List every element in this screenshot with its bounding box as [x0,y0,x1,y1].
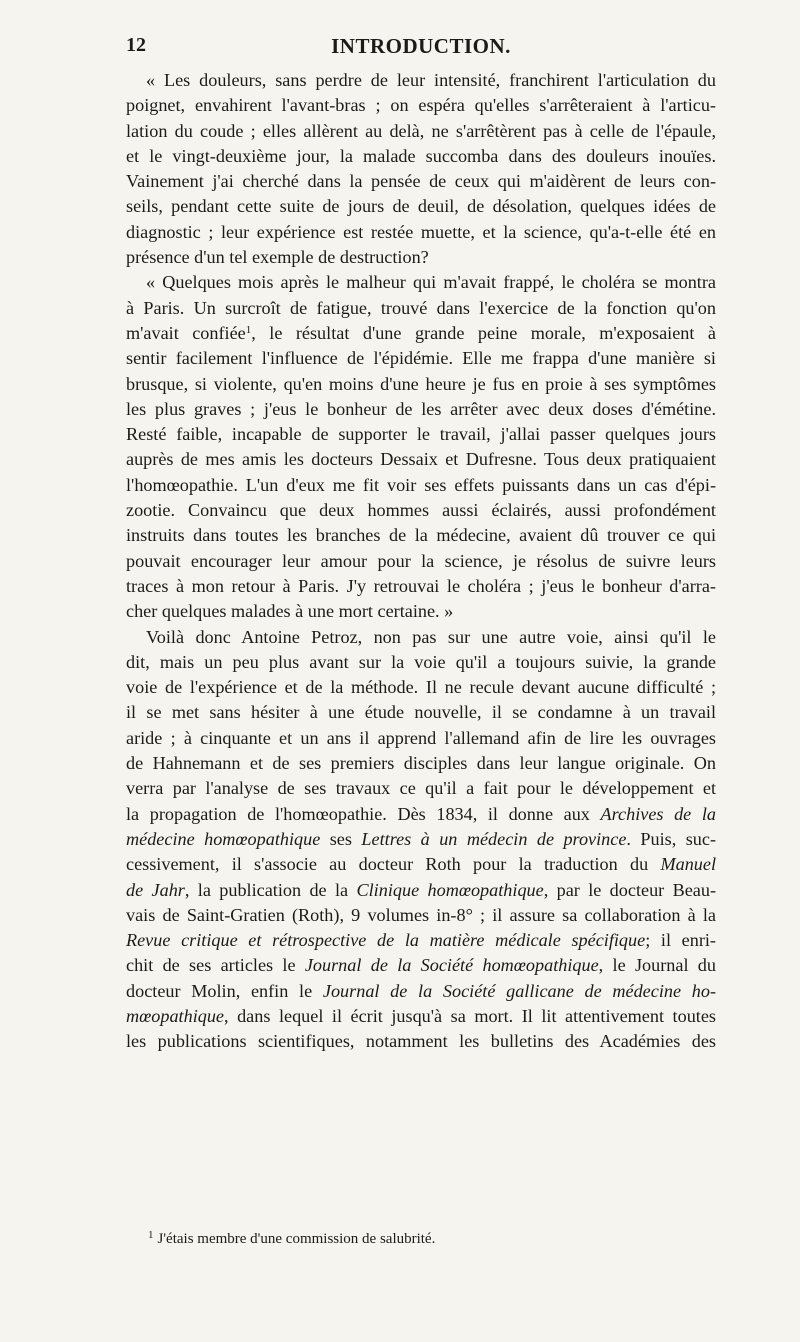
italic-title: Revue critique et rétrospective de la matière médicale spécifique [126,930,646,951]
text-line: vais de Saint-Gratien (Roth), 9 volumes in-8° ; il assure sa collaboration à la [126,904,716,925]
text-line: traces à mon retour à Paris. J'y retrouvai le choléra ; j'eus le bonheur d'arra- [126,575,716,596]
text-line [126,878,716,903]
text-segment: docteur Molin, enfin le [126,980,313,1001]
footnote-reference: 1 [245,323,252,336]
text-line: Voilà donc Antoine Petroz, non pas sur une autre voie, ainsi qu'il le [146,626,716,647]
italic-title: Lettres à un médecin de province [361,828,627,849]
text-line [126,979,716,1004]
text-line: les plus graves ; j'eus le bonheur de les arrêter avec deux doses d'émétine. [126,398,716,419]
text-line: Vainement j'ai cherché dans la pensée de ceux qui m'aidèrent de leurs con- [126,171,716,192]
text-line [126,953,716,978]
text-line: poignet, envahirent l'avant-bras ; on espéra qu'elles s'arrêteraient à l'articu- [126,95,716,116]
text-line: diagnostic ; leur expérience est restée muette, et la science, qu'a-t-elle été en [126,221,716,242]
italic-title: Clinique homœopathique [356,879,544,900]
text-line: lation du coude ; elles allèrent au delà, ne s'arrêtèrent pas à celle de l'épaule, [126,120,716,141]
italic-title: mœopathique [126,1005,225,1026]
footnote-text: J'étais membre d'une commission de salubrité. [157,1231,436,1247]
text-segment: , le résultat d'une grande peine morale, m'exposaient à [251,322,716,343]
text-line [126,802,716,827]
text-segment: cessivement, il s'associe au docteur Roth pour la traduction du [126,854,649,875]
text-line [126,827,716,852]
italic-title: de Jahr [126,879,185,900]
text-line: brusque, si violente, qu'en moins d'une heure je fus en proie à ses symptômes [126,373,716,394]
text-line: aride ; à cinquante et un ans il apprend l'allemand afin de lire les ouvrages [126,727,716,748]
italic-title: Archives de la [600,803,716,824]
text-segment: la propagation de l'homœopathie. Dès 1834, il donne aux [126,803,590,824]
text-line: sentir facilement l'influence de l'épidémie. Elle me frappa d'une manière si [126,348,716,369]
text-line: il se met sans hésiter à une étude nouvelle, il se condamne à un travail [126,702,716,723]
text-line: les publications scientifiques, notamment les bulletins des Académies des [126,1031,716,1052]
text-line: à Paris. Un surcroît de fatigue, trouvé dans l'exercice de la fonction qu'on [126,297,716,318]
text-line [126,321,716,346]
text-line: « Quelques mois après le malheur qui m'avait frappé, le choléra se montra [146,272,716,293]
text-segment: chit de ses articles le [126,955,296,976]
text-line: seils, pendant cette suite de jours de deuil, de désolation, quelques idées de [126,196,716,217]
text-segment: ; il enri- [645,930,716,951]
italic-title: Manuel [660,854,717,875]
running-title: INTRODUCTION. [331,34,511,58]
text-segment: . Puis, suc- [626,828,717,849]
text-line: zootie. Convaincu que deux hommes aussi éclairés, aussi profondément [126,500,716,521]
text-line: verra par l'analyse de ses travaux ce qu'il a fait pour le développement et [126,778,716,799]
page-number: 12 [126,34,146,56]
text-segment: m'avait confiée [126,322,246,343]
text-segment: , la publication de la [184,879,349,900]
text-line: pouvait encourager leur amour pour la science, je résolus de suivre leurs [126,550,716,571]
text-line [126,1004,716,1029]
text-segment: , par le docteur Beau- [543,879,717,900]
text-line [126,928,716,953]
text-line [126,852,716,877]
text-segment: ses [329,828,352,849]
footnote [148,1225,708,1249]
text-line: et le vingt-deuxième jour, la malade succomba dans des douleurs inouïes. [126,145,716,166]
text-line: dit, mais un peu plus avant sur la voie qu'il a toujours suivie, la grande [126,651,716,672]
text-segment: , le Journal du [598,955,716,976]
text-line: l'homœopathie. L'un d'eux me fit voir ses effets puissants dans un cas d'épi- [126,474,716,495]
text-line: auprès de mes amis les docteurs Dessaix et Dufresne. Tous deux pratiquaient [126,449,716,470]
text-line: présence d'un tel exemple de destruction? [126,247,429,268]
text-line: cher quelques malades à une mort certaine. » [126,601,454,622]
text-line: de Hahnemann et de ses premiers disciples dans leur langue originale. On [126,753,716,774]
text-line: voie de l'expérience et de la méthode. Il ne recule devant aucune difficulté ; [126,677,716,698]
footnote-marker: 1 [148,1229,154,1241]
text-segment: , dans lequel il écrit jusqu'à sa mort. Il lit attentivement toutes [224,1005,716,1026]
italic-title: Journal de la Société gallicane de médecine ho- [322,980,716,1001]
italic-title: Journal de la Société homœopathique [304,955,599,976]
italic-title: médecine homœopathique [126,828,321,849]
page-header [126,34,716,64]
body-text [126,68,716,1055]
text-line: instruits dans toutes les branches de la médecine, avaient dû trouver ce qui [126,525,716,546]
text-line: « Les douleurs, sans perdre de leur intensité, franchirent l'articulation du [146,70,716,90]
text-line: Resté faible, incapable de supporter le travail, j'allai passer quelques jours [126,424,716,445]
